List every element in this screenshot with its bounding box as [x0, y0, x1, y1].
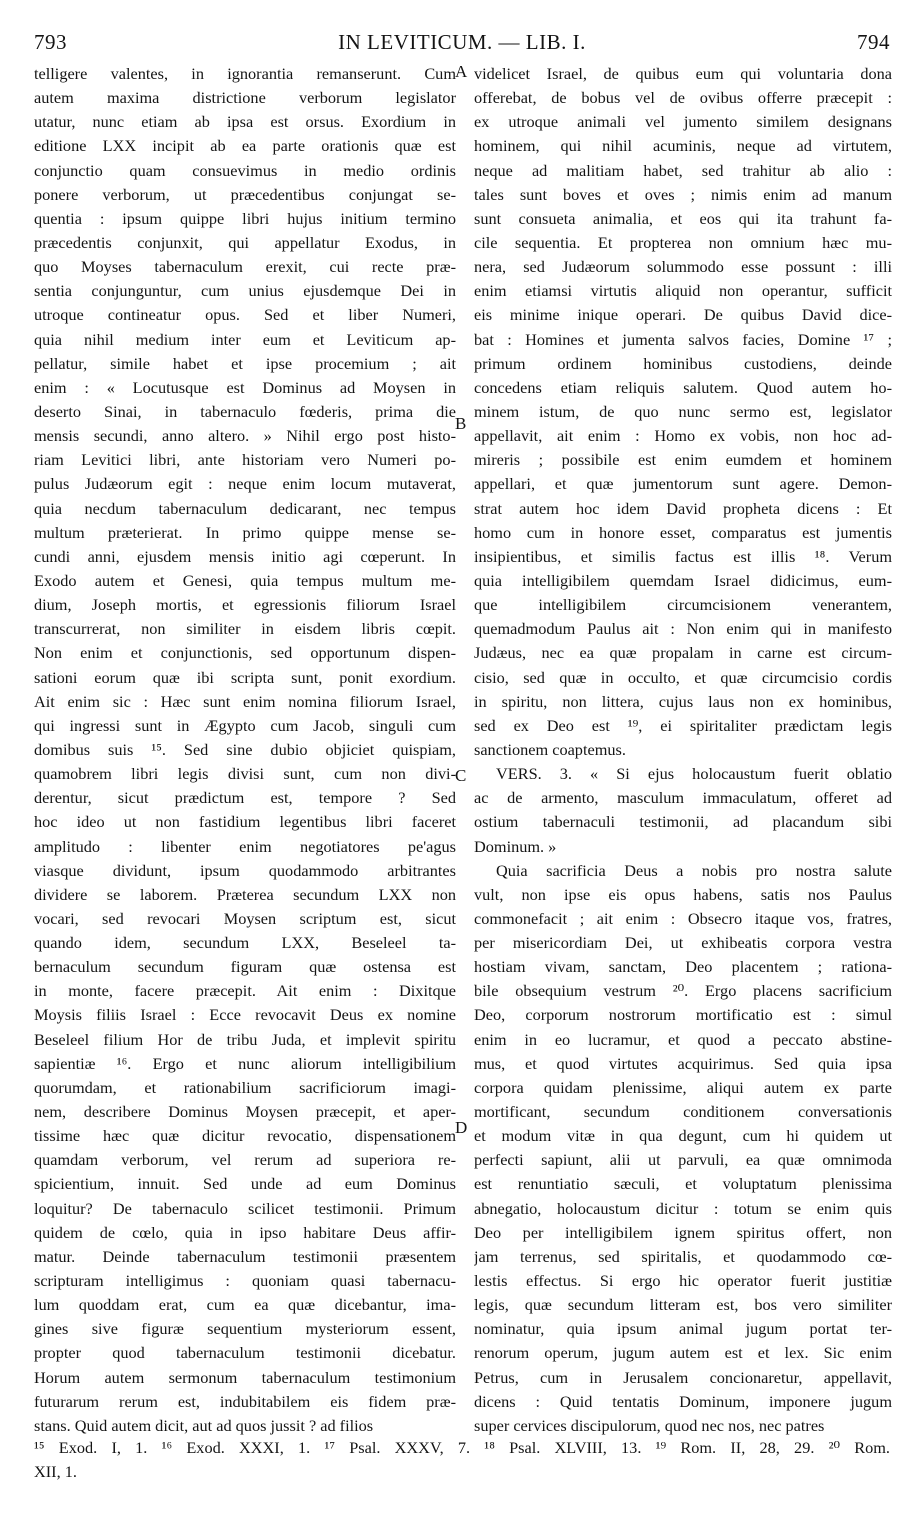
text-line: sanctionem coaptemus. [474, 739, 626, 759]
text-line: Judæus, nec ea quæ propalam in carne est circum- [474, 643, 892, 663]
margin-marker-a: A [455, 62, 468, 81]
text-line: utroque contineatur opus. Sed et liber Numeri, [34, 305, 456, 325]
text-line: transcurrerat, non similiter in eisdem libris cœpit. [34, 619, 456, 639]
text-line: quorumdam, et rationabilium sacrificiorum imagi- [34, 1077, 456, 1097]
text-line: tissime hæc quæ dicitur revocatio, dispensationem [34, 1126, 456, 1146]
text-line: ponere verborum, ut præcedentibus conjungat se- [34, 184, 456, 204]
footnote-line: ¹⁵ Exod. I, 1. ¹⁶ Exod. XXXI, 1. ¹⁷ Psal. XXXV, 7. ¹⁸ Psal. XLVIII, 13. ¹⁹ Rom. II, 28, 29. ²⁰ Rom. [34, 1438, 890, 1457]
text-line: futurarum rerum est, indubitabilem eis fidem præ- [34, 1391, 456, 1411]
text-line: primum ordinem hominibus custodiens, deinde [474, 353, 892, 373]
text-line: in spiritu, non littera, cujus laus non ex hominibus, [474, 691, 892, 711]
text-line: ostium tabernaculi testimonii, ad placandum sibi [474, 812, 892, 832]
text-line: cundi anni, ejusdem mensis initio agi cœperunt. In [34, 546, 456, 566]
text-line: insipientibus, et similis factus est illis ¹⁸. Verum [474, 546, 892, 566]
text-line: per misericordiam Dei, ut exhibeatis corpora vestra [474, 933, 892, 953]
text-line: videlicet Israel, de quibus eum qui voluntaria dona [474, 64, 892, 83]
text-line: riam Levitici libri, ante historiam vero Numeri po- [34, 450, 456, 470]
text-line: Exodo autem et Genesi, quia tempus multum me- [34, 570, 456, 590]
text-line: deserto Sinai, in tabernaculo fœderis, prima die [34, 401, 456, 421]
text-line: dium, Joseph mortis, et egressionis filiorum Israel [34, 595, 456, 615]
text-line: concedens etiam reliquis salutem. Quod autem ho- [474, 377, 892, 397]
page-number-left: 793 [34, 30, 67, 54]
text-line: bile obsequium vestrum ²⁰. Ergo placens sacrificium [474, 981, 892, 1001]
text-line: jam terrenus, sed spiritalis, et quodammodo cœ- [474, 1246, 892, 1266]
text-line: viasque dividunt, ipsum quodammodo arbitrantes [34, 860, 456, 880]
text-line: hominem, qui nihil acuminis, neque ad virtutem, [474, 136, 892, 156]
text-line: stans. Quid autem dicit, aut ad quos jussit ? ad filios [34, 1415, 374, 1435]
text-line: enim in eo lucramur, et quod a peccato abstine- [474, 1029, 892, 1049]
text-line: utatur, nunc etiam ab ipsa est orsus. Exordium in [34, 112, 456, 132]
text-line: quamdam verborum, vel rerum ad superiora re- [34, 1150, 456, 1170]
text-line: dicens : Quid tentatis Dominum, imponere jugum [474, 1391, 892, 1411]
text-line: sed ex Deo est ¹⁹, ei spiritaliter prædictam legis [474, 715, 892, 735]
text-line: Horum autem sermonum tabernaculum testimonium [34, 1367, 456, 1387]
running-title: IN LEVITICUM. — LIB. I. [338, 30, 586, 54]
text-line: nominatur, quia ipsum animal jugum portat ter- [474, 1319, 892, 1339]
text-line: quemadmodum Paulus ait : Non enim qui in manifesto [474, 619, 892, 639]
text-line: hostiam vivam, sanctam, Deo placentem ; rationa- [474, 957, 892, 977]
text-line: conjunctio quam consuevimus in medio ordinis [34, 160, 456, 180]
text-line: VERS. 3. « Si ejus holocaustum fuerit oblatio [496, 764, 892, 784]
text-line: nem, describere Dominus Moysen præcepit, et aper- [34, 1102, 456, 1122]
text-line: Deo per intelligibilem ignem spiritus offert, non [474, 1222, 892, 1242]
text-line: sunt consueta animalia, et eos qui ita trahunt fa- [474, 208, 892, 228]
margin-marker-c: C [455, 766, 467, 785]
text-line: et modum vitæ in qua degunt, cum hi quidem ut [474, 1126, 892, 1146]
page-number-right: 794 [857, 30, 890, 54]
text-line: Deo, corporum nostrorum mortificatio est : simul [474, 1005, 892, 1025]
text-line: multum præterierat. In primo quippe mense se- [34, 522, 456, 542]
right-text-column [474, 62, 892, 1438]
text-line: Petrus, cum in Jerusalem concionaretur, appellavit, [474, 1367, 892, 1387]
text-line: strat autem hoc idem David propheta dicens : Et [474, 498, 892, 518]
text-line: est renuntiatio sæculi, et voluptatum plenissima [474, 1174, 892, 1194]
text-line: Ait enim sic : Hæc sunt enim nomina filiorum Israel, [34, 691, 456, 711]
text-line: quamobrem libri legis divisi sunt, cum non divi- [34, 764, 456, 784]
text-line: pulus Judæorum egit : neque enim locum mutaverat, [34, 474, 456, 494]
text-line: Beseleel filium Hor de tribu Juda, et implevit spiritu [34, 1029, 456, 1049]
text-line: derentur, sicut prædictum est, tempore ? Sed [34, 788, 456, 808]
margin-marker-b: B [455, 414, 467, 433]
text-line: neque ad malitiam habet, sed trahitur ab alio : [474, 160, 892, 180]
text-line: sationi eorum quæ ibi scripta sunt, ponit exordium. [34, 667, 456, 687]
text-line: qui ingressi sunt in Ægypto cum Jacob, singuli cum [34, 715, 456, 735]
text-line: ac de armento, masculum immaculatum, offeret ad [474, 788, 892, 808]
margin-marker-d: D [455, 1118, 468, 1137]
text-line: cile sequentia. Et propterea non omnium hæc mu- [474, 232, 892, 252]
text-line: domibus suis ¹⁵. Sed sine dubio objiciet quispiam, [34, 739, 456, 759]
text-line: perfecti sapiunt, alii ut parvuli, ea quæ omnimoda [474, 1150, 892, 1170]
text-line: vocari, sed revocari Moysen scriptum est, sicut [34, 908, 456, 928]
text-line: que intelligibilem circumcisionem venerantem, [474, 595, 892, 615]
text-line: quia necdum tabernaculum dedicarant, nec tempus [34, 498, 456, 518]
text-line: mortificant, secundum conditionem conversationis [474, 1102, 892, 1122]
text-line: abnegatio, holocaustum dicitur : totum se enim quis [474, 1198, 892, 1218]
text-line: bat : Homines et jumenta salvos facies, Domine ¹⁷ ; [474, 329, 892, 349]
text-line: quando idem, secundum LXX, Beseleel ta- [34, 933, 456, 953]
text-line: homo cum in honore esset, comparatus est jumentis [474, 522, 892, 542]
text-line: commonefacit ; ait enim : Obsecro itaque vos, fratres, [474, 908, 892, 928]
text-line: in monte, facere præcepit. Ait enim : Dixitque [34, 981, 456, 1001]
text-line: lum quoddam erat, cum ea quæ dicebantur, ima- [34, 1295, 456, 1315]
text-line: sentia conjunguntur, cum unius ejusdemque Dei in [34, 281, 456, 301]
text-line: hoc ideo ut non fastidium legentibus libri faceret [34, 812, 456, 832]
text-line: ex utroque animali vel jumento similem designans [474, 112, 892, 132]
text-line: bernaculum secundum figuram quæ ostensa est [34, 957, 456, 977]
text-line: enim : « Locutusque est Dominus ad Moysen in [34, 377, 456, 397]
text-line: dividere se laborem. Præterea secundum LXX non [34, 884, 456, 904]
text-line: præcedentis conjunxit, qui appellatur Exodus, in [34, 232, 456, 252]
text-line: corpora quidam plenissime, aliqui autem ex parte [474, 1077, 892, 1097]
text-line: lestis effectus. Si ergo hic operator fuerit justitiæ [474, 1271, 892, 1291]
text-line: matur. Deinde tabernaculum testimonii præsentem [34, 1246, 456, 1266]
text-line: amplitudo : libenter enim negotiatores pe'agus [34, 836, 456, 856]
text-line: vult, non ipse eis opus habens, satis nos Paulus [474, 884, 892, 904]
text-line: offerebat, de bobus vel de ovibus offerre præcepit : [474, 88, 892, 108]
text-line: appellari, et quæ jumentorum sunt agere. Demon- [474, 474, 892, 494]
text-line: pellatur, simile habet et ipse procemium ; ait [34, 353, 456, 373]
text-line: cisio, sed quæ in occulto, et quæ circumcisio cordis [474, 667, 892, 687]
text-line: quidem de cœlo, quia in ipso habitare Deus affir- [34, 1222, 456, 1242]
text-line: eis minime inique operari. De quibus David dice- [474, 305, 892, 325]
text-line: sapientiæ ¹⁶. Ergo et nunc aliorum intelligibilium [34, 1053, 456, 1073]
text-line: mus, et quod virtutes acquirimus. Sed quia ipsa [474, 1053, 892, 1073]
text-line: mensis secundi, anno altero. » Nihil ergo post histo- [34, 426, 456, 446]
text-line: nera, sed Judæorum solummodo esse possunt : illi [474, 257, 892, 277]
page-header [34, 30, 890, 60]
footnotes [34, 1436, 890, 1484]
text-line: loquitur? De tabernaculo scilicet testimonii. Primum [34, 1198, 456, 1218]
text-line: tales sunt boves et oves ; nimis enim ad manum [474, 184, 892, 204]
text-line: Moysis filiis Israel : Ecce revocavit Deus ex nomine [34, 1005, 456, 1025]
text-line: Quia sacrificia Deus a nobis pro nostra salute [496, 860, 892, 880]
text-line: spicientium, innuit. Sed unde ad eum Dominus [34, 1174, 456, 1194]
text-line: editione LXX incipit ab ea parte orationis quæ est [34, 136, 456, 156]
footnote-line: XII, 1. [34, 1462, 77, 1481]
text-line: quo Moyses tabernaculum erexit, cui recte præ- [34, 257, 456, 277]
text-line: gines sive figuræ sequentium mysteriorum essent, [34, 1319, 456, 1339]
text-line: quentia : ipsum quippe libri hujus initium termino [34, 208, 456, 228]
text-line: Dominum. » [474, 836, 557, 856]
text-line: legis, quæ secundum litteram est, bos vero similiter [474, 1295, 892, 1315]
text-line: renorum operum, jugum autem est et lex. Sic enim [474, 1343, 892, 1363]
text-line: Non enim et conjunctionis, sed opportunum dispen- [34, 643, 456, 663]
text-line: minem istum, de quo nunc sermo est, legislator [474, 401, 892, 421]
text-line: appellavit, ait enim : Homo ex vobis, non hoc ad- [474, 426, 892, 446]
text-line: mireris ; possibile est enim eumdem et hominem [474, 450, 892, 470]
text-line: quia nihil medium inter eum et Leviticum ap- [34, 329, 456, 349]
left-text-column [34, 62, 456, 1438]
text-line: scripturam intelligimus : quoniam quasi tabernacu- [34, 1271, 456, 1291]
text-line: enim etiamsi virtutis aliquid non operantur, sufficit [474, 281, 892, 301]
text-line: autem maxima districtione verborum legislator [34, 88, 456, 108]
text-line: propter quod tabernaculum testimonii dicebatur. [34, 1343, 456, 1363]
text-line: telligere valentes, in ignorantia remanserunt. Cum [34, 64, 456, 83]
text-line: super cervices discipulorum, quod nec nos, nec patres [474, 1415, 825, 1435]
text-line: quia intelligibilem quemdam Israel didicimus, eum- [474, 570, 892, 590]
